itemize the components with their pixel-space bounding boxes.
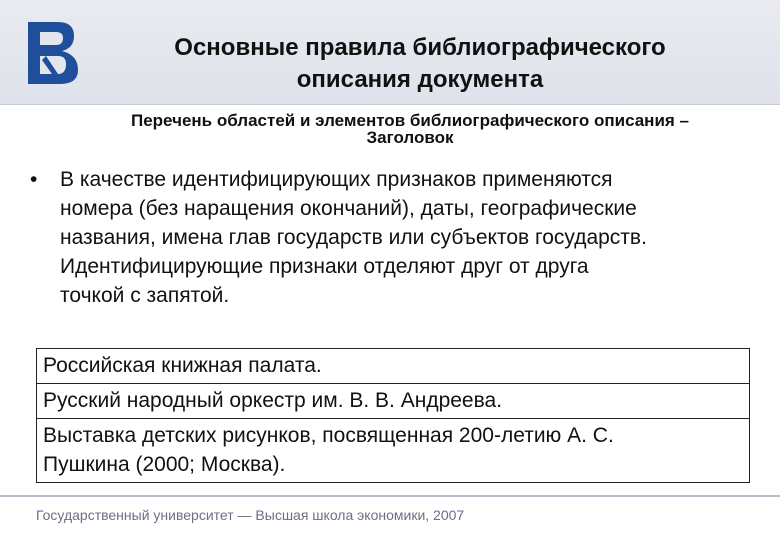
- table-cell: [37, 349, 750, 384]
- bullet-line: названия, имена глав государств или субъектов государств.: [60, 226, 647, 249]
- cell-line: Русский народный оркестр им. В. В. Андреева.: [43, 389, 503, 412]
- table-row: [37, 384, 750, 419]
- table-row: [37, 419, 750, 483]
- table-cell: [37, 419, 750, 483]
- title-line: Основные правила библиографического: [174, 34, 666, 61]
- footer-divider: [0, 495, 780, 497]
- cell-line: Российская книжная палата.: [43, 354, 322, 377]
- cell-line: Выставка детских рисунков, посвященная 200-летию А. С.: [43, 424, 614, 447]
- page-title: [120, 32, 720, 96]
- title-line: описания документа: [296, 66, 544, 93]
- table-cell: [37, 384, 750, 419]
- bullet-line: Идентифицирующие признаки отделяют друг от друга: [60, 255, 589, 278]
- bullet-line: В качестве идентифицирующих признаков применяются: [60, 168, 613, 191]
- bullet-line: точкой с запятой.: [60, 284, 230, 307]
- hse-logo-icon: [22, 18, 86, 88]
- bullet-text: [60, 165, 760, 310]
- subtitle-line: Перечень областей и элементов библиографического описания –: [130, 111, 689, 130]
- examples-table: [36, 348, 750, 483]
- bullet-line: номера (без наращения окончаний), даты, географические: [60, 197, 637, 220]
- subtitle-line: Заголовок: [366, 128, 454, 147]
- bullet-marker: •: [30, 168, 38, 191]
- footer-text: Государственный университет — Высшая школа экономики, 2007: [36, 507, 465, 523]
- section-subtitle: [40, 112, 780, 146]
- slide-header: [0, 0, 780, 105]
- cell-line: Пушкина (2000; Москва).: [43, 453, 286, 476]
- table-row: [37, 349, 750, 384]
